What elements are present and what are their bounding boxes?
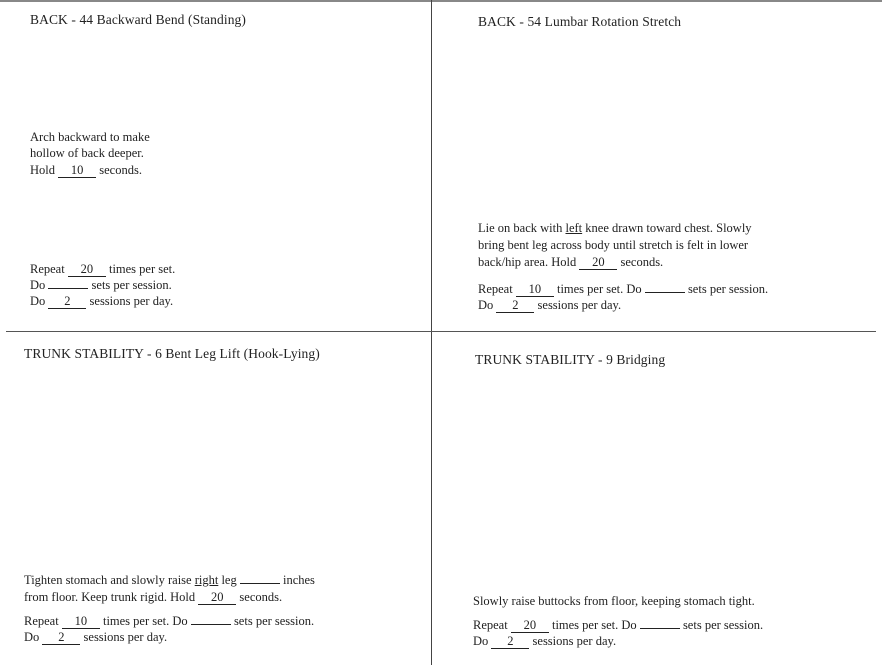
repeat-line <box>24 614 314 630</box>
sessions-line <box>473 634 616 650</box>
sets-value-blank <box>191 624 231 625</box>
side-value: right <box>194 573 219 587</box>
text-segment: leg <box>221 573 237 587</box>
sessions-line <box>478 298 621 314</box>
hold-label: Hold <box>30 163 55 177</box>
do-label: Do <box>473 634 489 648</box>
text-segment: seconds. <box>620 255 664 269</box>
text-segment: knee drawn toward chest. Slowly <box>585 221 752 235</box>
text-segment: inches <box>282 573 315 587</box>
instruction-line-2 <box>24 590 282 606</box>
text-segment: Tighten stomach and slowly raise <box>24 573 192 587</box>
do-label: Do <box>24 630 40 644</box>
repeat-label: Repeat <box>478 282 513 296</box>
instruction-line-1: Arch backward to make <box>30 130 150 144</box>
repeat-line <box>30 262 175 278</box>
repeat-value: 20 <box>68 263 106 277</box>
sets-unit: sets per session. <box>233 614 315 628</box>
do-label: Do <box>30 294 46 308</box>
repeat-line <box>478 282 768 298</box>
repeat-unit: times per set. <box>108 262 176 276</box>
hold-seconds-value: 10 <box>58 164 96 178</box>
repeat-unit: times per set. Do <box>102 614 188 628</box>
sets-unit: sets per session. <box>687 282 769 296</box>
text-segment: Lie on back with <box>478 221 563 235</box>
exercise-title: BACK - 44 Backward Bend (Standing) <box>30 12 246 27</box>
hold-line <box>30 163 142 179</box>
sets-line <box>30 278 172 294</box>
instruction-line-3 <box>478 255 663 271</box>
top-border <box>0 0 882 2</box>
text-segment: from floor. Keep trunk rigid. Hold <box>24 590 196 604</box>
sessions-line <box>30 294 173 310</box>
hold-seconds-value: 20 <box>198 591 236 605</box>
repeat-label: Repeat <box>473 618 508 632</box>
sessions-unit: sessions per day. <box>532 634 617 648</box>
repeat-unit: times per set. Do <box>551 618 637 632</box>
horizontal-divider <box>6 331 876 332</box>
instruction-line-1 <box>24 573 315 589</box>
exercise-title: TRUNK STABILITY - 9 Bridging <box>475 352 666 367</box>
sessions-value: 2 <box>496 299 534 313</box>
vertical-divider <box>431 0 432 665</box>
repeat-label: Repeat <box>30 262 65 276</box>
sessions-unit: sessions per day. <box>83 630 168 644</box>
do-label: Do <box>478 298 494 312</box>
repeat-label: Repeat <box>24 614 59 628</box>
sets-value-blank <box>640 628 680 629</box>
text-segment: back/hip area. Hold <box>478 255 577 269</box>
repeat-value: 10 <box>516 283 554 297</box>
sessions-unit: sessions per day. <box>537 298 622 312</box>
sessions-value: 2 <box>42 631 80 645</box>
side-value: left <box>565 221 583 235</box>
exercise-title: BACK - 54 Lumbar Rotation Stretch <box>478 14 682 29</box>
hold-seconds-value: 20 <box>579 256 617 270</box>
repeat-unit: times per set. Do <box>556 282 642 296</box>
instruction-line-1 <box>478 221 752 237</box>
sets-unit: sets per session. <box>682 618 764 632</box>
instruction-line-2: bring bent leg across body until stretch is felt in lower <box>478 238 749 252</box>
sets-unit: sets per session. <box>91 278 172 292</box>
repeat-value: 20 <box>511 619 549 633</box>
sessions-line <box>24 630 167 646</box>
inches-value-blank <box>240 583 280 584</box>
sessions-unit: sessions per day. <box>89 294 174 308</box>
hold-unit: seconds. <box>99 163 142 177</box>
do-label: Do <box>30 278 46 292</box>
instruction-line-2: hollow of back deeper. <box>30 146 144 160</box>
repeat-value: 10 <box>62 615 100 629</box>
sessions-value: 2 <box>491 635 529 649</box>
exercise-title: TRUNK STABILITY - 6 Bent Leg Lift (Hook-Lying) <box>24 346 320 361</box>
text-segment: seconds. <box>239 590 283 604</box>
repeat-line <box>473 618 763 634</box>
sets-value-blank <box>645 292 685 293</box>
instruction-line-1: Slowly raise buttocks from floor, keeping stomach tight. <box>473 594 755 608</box>
sessions-value: 2 <box>48 295 86 309</box>
sets-value-blank <box>48 288 88 289</box>
